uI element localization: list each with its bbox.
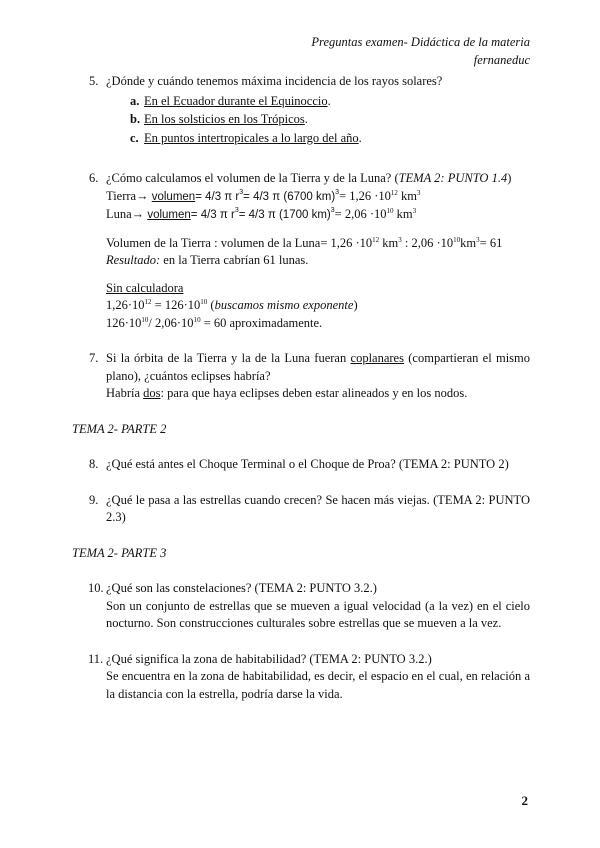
question-number: 11. xyxy=(88,651,104,666)
luna-formula: Luna→ volumen= 4/3 π $r^3= 4/3$ π (1700 $km)^3= 2,06 \cdot 10^{10}$ $km^3$ xyxy=(106,207,417,221)
question-text: ¿Qué está antes el Choque Terminal o el Choque de Proa? (TEMA 2: PUNTO 2) xyxy=(106,457,509,471)
question-text: ¿Qué son las constelaciones? (TEMA 2: PUNTO 3.2.) xyxy=(106,581,377,595)
page-number: 2 xyxy=(521,793,528,808)
question-number: 9. xyxy=(89,492,99,507)
option-letter: b. xyxy=(130,112,141,126)
answer-text: Son un conjunto de estrellas que se mueven a igual velocidad (a la vez) en el cielo nocturno. Son construcciones culturales sobre estrellas que se mueven a la vez. xyxy=(106,598,530,630)
section-heading-parte-2: TEMA 2- PARTE 2 xyxy=(72,421,167,436)
question-8 xyxy=(72,456,530,474)
answer-text: Se encuentra en la zona de habitabilidad, es decir, el espacio en el cual, en relación a la distancia con la estrella, podría darse la vida. xyxy=(106,669,530,701)
question-number: 8. xyxy=(89,457,99,471)
tierra-formula: Tierra→ volumen= 4/3 π $r^3= 4/3$ π (6700 $km)^3= 1,26 \cdot 10^{12}$ $km^3$ xyxy=(106,188,421,203)
question-text: ¿Dónde y cuándo tenemos máxima incidencia de los rayos solares? xyxy=(106,74,443,88)
option-c xyxy=(130,130,530,148)
question-text: Si la órbita de la Tierra y la de la Luna fueran coplanares (compartieran el mismo plano), ¿cuántos eclipses habría? xyxy=(106,351,531,383)
question-text: ¿Cómo calculamos el volumen de la Tierra y de la Luna? (TEMA 2: PUNTO 1.4) xyxy=(106,171,512,185)
question-number: 6. xyxy=(89,171,99,185)
question-5 xyxy=(72,73,530,147)
option-end: . xyxy=(304,112,308,126)
option-text: En puntos intertropicales a lo largo del año xyxy=(144,130,359,145)
option-b xyxy=(130,111,530,129)
header-author: fernaneduc xyxy=(473,53,530,67)
option-a xyxy=(130,93,530,111)
question-11 xyxy=(72,651,530,704)
section-heading-parte-3: TEMA 2- PARTE 3 xyxy=(72,545,167,560)
option-end: . xyxy=(358,130,362,145)
option-letter: c. xyxy=(130,130,139,145)
calc-step-2: $126\cdot 10^{10}/$ $2,06\cdot 10^{10} = 60$ aproximadamente. xyxy=(106,315,323,330)
question-7 xyxy=(72,350,530,403)
option-text: En el Ecuador durante el Equinoccio xyxy=(144,93,328,108)
calc-step-1: $1,26\cdot 10^{12} = 126\cdot 10^{10}$ (buscamos mismo exponente) xyxy=(106,298,358,312)
option-text: En los solsticios en los Trópicos xyxy=(144,112,305,126)
answer-text: Habría dos: para que haya eclipses deben estar alineados y en los nodos. xyxy=(106,386,468,400)
question-number: 7. xyxy=(89,351,99,365)
volume-ratio: Volumen de la Tierra : volumen de la Luna= $1,26 \cdot 10^{12}$ $km^3$ : $2,06 \cdot 10^{10}km^3= 61$ xyxy=(106,235,503,250)
question-text: ¿Qué significa la zona de habitabilidad? (TEMA 2: PUNTO 3.2.) xyxy=(106,651,432,666)
question-number: 5. xyxy=(89,74,99,88)
question-9 xyxy=(72,492,530,527)
question-10 xyxy=(72,580,530,633)
question-number: 10. xyxy=(88,581,104,595)
question-text: ¿Qué le pasa a las estrellas cuando crecen? Se hacen más viejas. (TEMA 2: PUNTO 2.3) xyxy=(106,492,530,524)
header-title: Preguntas examen- Didáctica de la materia xyxy=(311,35,530,49)
option-letter: a. xyxy=(130,93,140,108)
option-end: . xyxy=(327,93,331,108)
answer-options xyxy=(130,93,530,148)
document-body xyxy=(72,73,530,703)
result-line: Resultado: en la Tierra cabrían 61 lunas. xyxy=(106,253,309,267)
page-header xyxy=(311,33,530,69)
question-6 xyxy=(72,170,530,332)
no-calculator-heading: Sin calculadora xyxy=(106,280,184,295)
